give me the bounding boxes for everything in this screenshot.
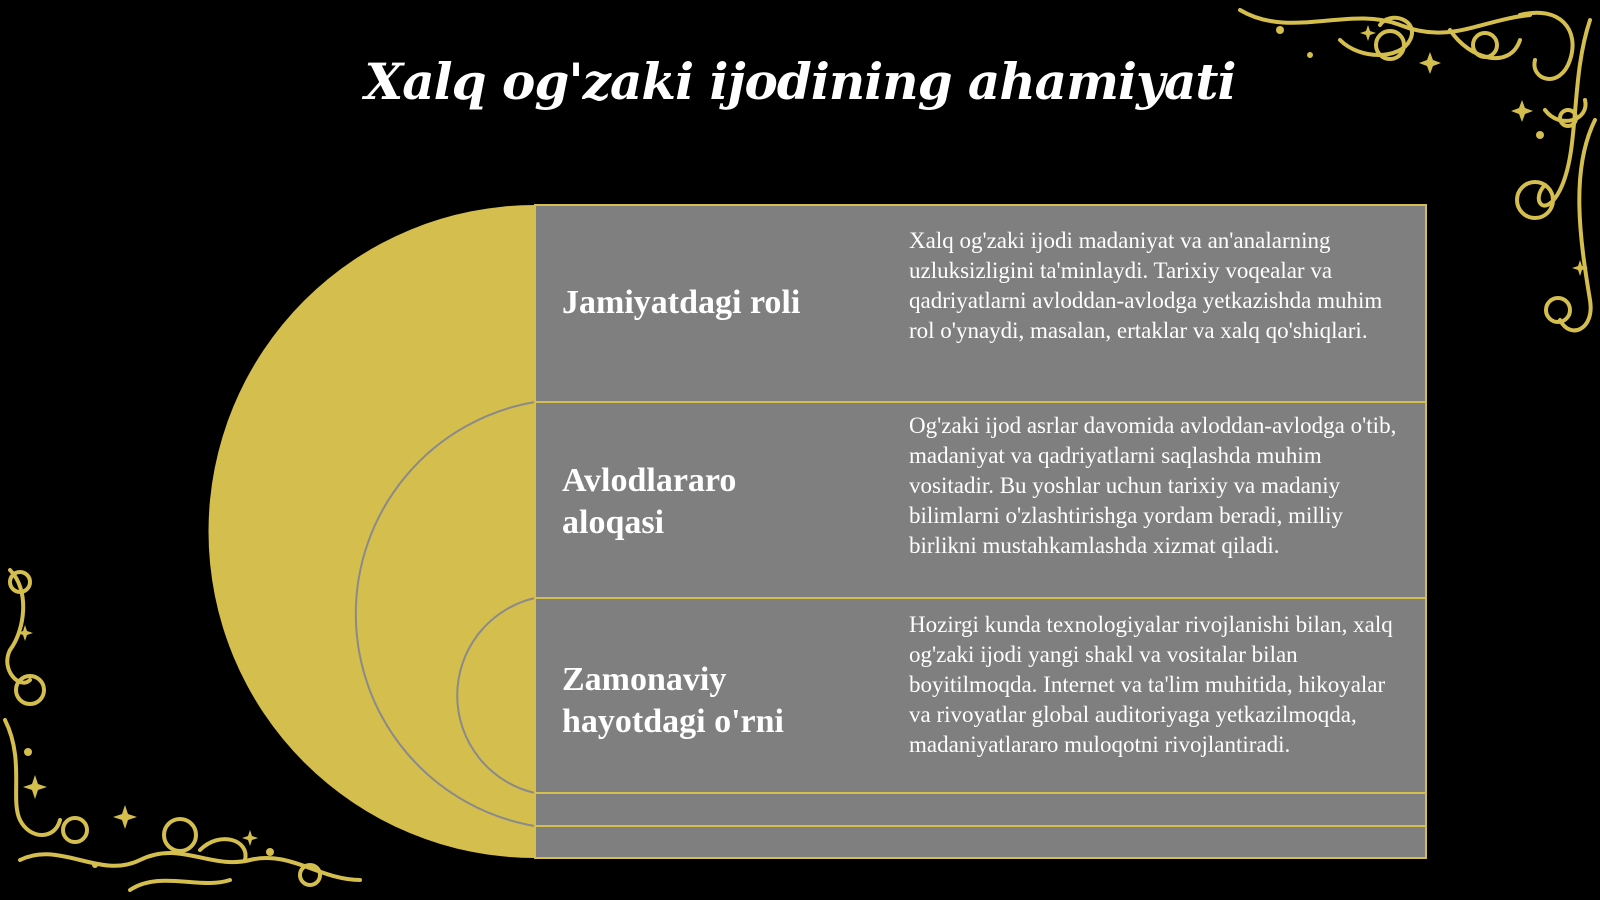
row-description: Hozirgi kunda texnologiyalar rivojlanishi bilan, xalq og'zaki ijodi yangi shakl va vositalar bilan boyitilmoqda. Internet va ta'lim muhitida, hikoyalar va rivoyatlar global auditoriyaga yetkazilmoqda, madaniyatlararo muloqotni rivojlantiradi. bbox=[909, 612, 1393, 757]
row-description: Og'zaki ijod asrlar davomida avloddan-avlodga o'tib, madaniyat va qadriyatlarni saqlashda muhim vositadir. Bu yoshlar uchun tarixiy va madaniy bilimlarni o'zlashtirishga yordam beradi, milliy birlikni mustahkamlashda xizmat qiladi. bbox=[909, 413, 1397, 558]
slide-title: Xalq og'zaki ijodining ahamiyati bbox=[364, 52, 1236, 111]
row-heading: Jamiyatdagi roli bbox=[562, 284, 801, 321]
row-panel-5 bbox=[535, 826, 1426, 858]
row-panel-4 bbox=[535, 793, 1426, 826]
row-heading: Avlodlararo aloqasi bbox=[562, 462, 737, 541]
row-heading: Zamonaviy hayotdagi o'rni bbox=[562, 661, 784, 740]
row-description: Xalq og'zaki ijodi madaniyat va an'analarning uzluksizligini ta'minlaydi. Tarixiy voqealar va qadriyatlarni avloddan-avlodga yetkazishda muhim rol o'ynaydi, masalan, ertaklar va xalq qo'shiqlari. bbox=[909, 228, 1383, 343]
